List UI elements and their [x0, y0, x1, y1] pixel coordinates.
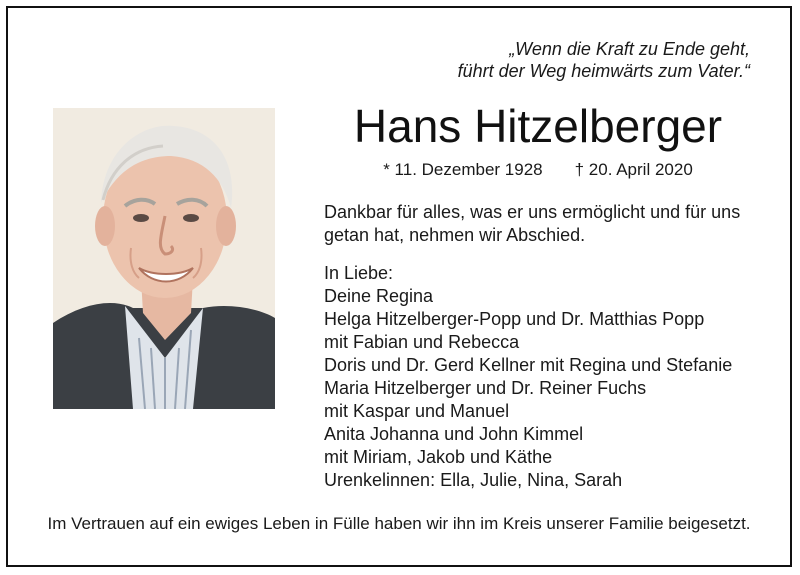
family-line: Deine Regina	[324, 286, 434, 306]
death-date: † 20. April 2020	[574, 160, 693, 179]
family-line: Maria Hitzelberger und Dr. Reiner Fuchs	[324, 378, 647, 398]
family-line: mit Miriam, Jakob und Käthe	[324, 447, 553, 467]
family-line: mit Kaspar und Manuel	[324, 401, 510, 421]
life-dates	[308, 160, 768, 180]
motto-quote	[458, 38, 750, 82]
family-line: mit Fabian und Rebecca	[324, 332, 520, 352]
family-line: Doris und Dr. Gerd Kellner mit Regina und Stefanie	[324, 355, 733, 375]
portrait-image	[53, 108, 275, 409]
family-line: Urenkelinnen: Ella, Julie, Nina, Sarah	[324, 470, 623, 490]
motto-line-2: führt der Weg heimwärts zum Vater.“	[457, 61, 750, 81]
motto-line-1: „Wenn die Kraft zu Ende geht,	[509, 39, 750, 59]
portrait-photo	[53, 108, 275, 409]
obituary-notice	[6, 6, 792, 567]
thanks-line-2: getan hat, nehmen wir Abschied.	[324, 225, 586, 245]
thanks-line-1: Dankbar für alles, was er uns ermöglicht und für uns	[324, 202, 741, 222]
birth-date: * 11. Dezember 1928	[383, 160, 543, 179]
family-line: Helga Hitzelberger-Popp und Dr. Matthias Popp	[324, 309, 705, 329]
family-intro: In Liebe:	[324, 263, 394, 283]
thanks-text	[324, 201, 764, 247]
deceased-name: Hans Hitzelberger	[353, 100, 723, 152]
family-line: Anita Johanna und John Kimmel	[324, 424, 584, 444]
closing-statement: Im Vertrauen auf ein ewiges Leben in Fülle haben wir ihn im Kreis unserer Familie beigesetzt.	[47, 514, 751, 533]
family-list	[324, 262, 764, 492]
